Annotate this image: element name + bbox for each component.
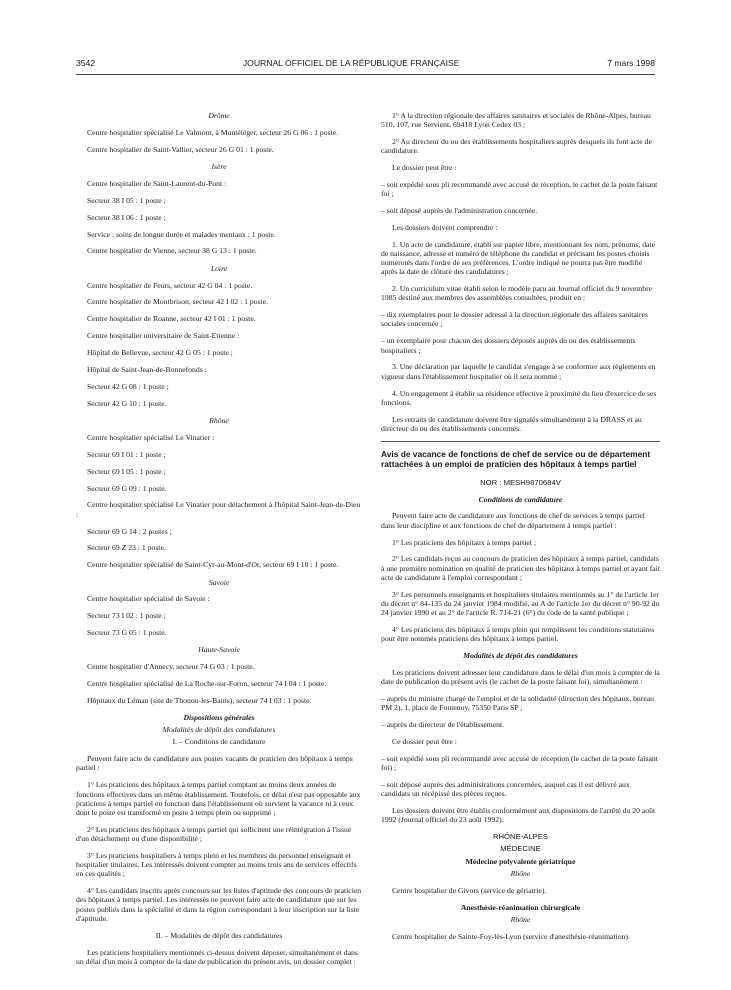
paragraph: Hôpitaux du Léman (site de Thonon-les-Bains), secteur 74 I 03 : 1 poste. bbox=[87, 696, 312, 706]
paragraph: Ce dossier peut être : bbox=[392, 737, 457, 747]
paragraph: Centre hospitalier de Roanne, secteur 42 I 01 : 1 poste. bbox=[87, 314, 256, 324]
paragraph: Secteur 69 I 05 : 1 poste ; bbox=[87, 466, 166, 476]
paragraph: 1° Les praticiens des hôpitaux à temps partiel ; bbox=[392, 537, 536, 547]
paragraph: 1° Les praticiens des hôpitaux à temps partiel comptant au moins deux années de fonctions effectives dans un même établissement. Toutefois, ce délai n'est pas opposable aux praticiens à temps partiel en fonction dans l'établissement où survient la vacance ni à ceux dont le poste est transformé en poste à temps plein ou supprimé ; bbox=[76, 780, 361, 817]
paragraph: Centre hospitalier universitaire de Saint-Etienne : bbox=[87, 331, 240, 341]
paragraph: – un exemplaire pour chacun des dossiers déposés auprès du ou des établissements hospitaliers ; bbox=[381, 336, 636, 355]
paragraph: Avis de vacance de fonctions de chef de service ou de département rattachées à un emploi de praticien des hôpitaux à temps partiel bbox=[381, 449, 651, 469]
paragraph: Rhône bbox=[510, 868, 531, 878]
paragraph: Modalités de dépôt des candidatures bbox=[463, 651, 578, 661]
paragraph: 2. Un curriculum vitae établi selon le modèle paru au Journal officiel du 9 novembre 1985 destiné aux membres des assemblées consultées, produit en : bbox=[381, 284, 653, 303]
paragraph: Hôpital de Saint-Jean-de-Bonnefonds : bbox=[87, 364, 207, 374]
paragraph: Savoie bbox=[208, 577, 230, 587]
paragraph: 2° Les candidats reçus au concours de praticien des hôpitaux à temps partiel, candidats à une première nomination en qualité de praticien des hôpitaux à temps partiel et ayant fait acte de candidature à l'emploi correspondant ; bbox=[381, 554, 660, 582]
paragraph: Centre hospitalier de Feurs, secteur 42 G 04 : 1 poste. bbox=[87, 280, 253, 290]
paragraph: 2° Au directeur du ou des établissements hospitaliers auprès desquels ils font acte de candidature. bbox=[381, 136, 652, 155]
paragraph: Secteur 38 I 06 : 1 poste ; bbox=[87, 212, 166, 222]
paragraph: Centre hospitalier spécialisé Le Valmont, à Montéléger, secteur 26 G 06 : 1 poste. bbox=[87, 127, 339, 137]
paragraph: Les dossiers doivent comprendre : bbox=[392, 222, 498, 232]
paragraph: Haute-Savoie bbox=[198, 645, 240, 655]
paragraph: Centre hospitalier d'Annecy, secteur 74 G 03 : 1 poste. bbox=[87, 662, 255, 672]
paragraph: Rhône bbox=[510, 914, 531, 924]
paragraph: Peuvent faire acte de candidature aux postes vacants de praticien des hôpitaux à temps partiel : bbox=[76, 754, 353, 773]
publication-date: 7 mars 1998 bbox=[607, 58, 655, 68]
paragraph: 4. Un engagement à établir sa résidence effective à proximité du lieu d'exercice de ses fonctions. bbox=[381, 388, 657, 407]
paragraph: Secteur 69 Z 23 : 1 poste. bbox=[87, 543, 166, 553]
paragraph: Hôpital de Bellevue, secteur 42 G 05 : 1 poste ; bbox=[87, 348, 233, 358]
paragraph: Secteur 73 I 02 : 1 poste ; bbox=[87, 611, 166, 621]
paragraph: 3° Les praticiens hospitaliers à temps plein et les membres du personnel enseignant et hospitalier titulaires. Les intéressés doivent compter au moins trois ans de services effectifs en ces qualités ; bbox=[76, 850, 357, 879]
paragraph: Centre hospitalier de Sainte-Foy-lès-Lyon (service d'anesthésie-réanimation). bbox=[392, 931, 630, 941]
paragraph: Rhône bbox=[209, 415, 229, 425]
paragraph: 2° Les praticiens des hôpitaux à temps partiel qui sollicitent une réintégration à l'issue d'un détachement ou d'une disponibilité ; bbox=[76, 824, 352, 844]
paragraph: Les retraits de candidature doivent être signalés simultanément à la DRASS et au directeur du ou des établissements concernés. bbox=[381, 414, 642, 433]
paragraph: Conditions de candidature bbox=[478, 494, 563, 504]
paragraph: Secteur 42 G 08 : 1 poste ; bbox=[87, 381, 169, 391]
paragraph: MÉDECINE bbox=[500, 844, 541, 854]
right-column bbox=[381, 103, 660, 949]
paragraph: Les praticiens hospitaliers mentionnés ci-dessus doivent déposer, simultanément et dans un délai d'un mois à compter de la date de publication du présent avis, un dossier complet : bbox=[76, 947, 358, 966]
paragraph: Secteur 69 I 01 : 1 poste ; bbox=[87, 449, 166, 459]
page-header bbox=[76, 58, 655, 75]
paragraph: NOR : MESH9870684V bbox=[480, 477, 561, 487]
paragraph: Loire bbox=[210, 263, 228, 273]
paragraph: Secteur 42 G 10 : 1 poste. bbox=[87, 398, 167, 408]
paragraph: – soit expédié sous pli recommandé avec accusé de réception (le cachet de la poste faisant foi) ; bbox=[381, 753, 658, 773]
paragraph: Isère bbox=[211, 161, 227, 171]
paragraph: Secteur 38 I 05 : 1 poste ; bbox=[87, 195, 166, 205]
paragraph: Peuvent faire acte de candidature aux fonctions de chef de services à temps partiel dans leur discipline et aux fonctions de chef de département à temps partiel : bbox=[381, 511, 645, 530]
paragraph: Les praticiens doivent adresser leur candidature dans le délai d'un mois à compter de la date de publication du présent avis (le cachet de la poste faisant foi), simultanément : bbox=[381, 668, 660, 687]
paragraph: Centre hospitalier spécialisé de La Roche-sur-Foron, secteur 74 I 04 : 1 poste. bbox=[87, 679, 327, 689]
paragraph: Secteur 73 G 05 : 1 poste. bbox=[87, 628, 167, 638]
paragraph: – auprès du directeur de l'établissement. bbox=[381, 720, 505, 730]
paragraph: Centre hospitalier spécialisé Le Vinatier : bbox=[87, 432, 215, 442]
paragraph: Anesthésie-réanimation chirurgicale bbox=[460, 902, 581, 912]
paragraph: 4° Les candidats inscrits après concours sur les listes d'aptitude des concours de praticien des hôpitaux à temps partiel. Les intéressés ne peuvent faire acte de candidature que sur les postes publiés dans la spécialité et dans la région correspondant à leur inscription sur la liste d'aptitude. bbox=[76, 886, 362, 923]
paragraph: – auprès du ministre chargé de l'emploi et de la solidarité (direction des hôpitaux, bureau PM 2), 1, place de Fontenoy, 75350 Paris SP ; bbox=[381, 694, 654, 713]
paragraph: Service : soins de longue durée et malades mentaux : 1 poste. bbox=[87, 229, 276, 239]
paragraph: – soit déposé auprès des administrations concernées, auquel cas il est délivré aux candidats un récépissé des pièces reçues. bbox=[381, 780, 630, 799]
paragraph: Modalités de dépôt des candidatures bbox=[162, 725, 276, 735]
paragraph: II. – Modalités de dépôt des candidatures bbox=[155, 930, 283, 940]
paragraph: Centre hospitalier de Vienne, secteur 38 G 13 : 1 poste. bbox=[87, 246, 257, 256]
paragraph: Centre hospitalier de Givors (service de gériatrie). bbox=[392, 885, 547, 895]
paragraph: – dix exemplaires pour le dossier adressé à la direction régionale des affaires sanitaires sociales concernée ; bbox=[381, 310, 648, 329]
section-divider bbox=[381, 441, 660, 442]
paragraph: Centre hospitalier de Saint-Laurent-du-Pont : bbox=[87, 178, 227, 188]
paragraph: Dispositions générales bbox=[183, 712, 255, 722]
paragraph: 1. Un acte de candidature, établi sur papier libre, mentionnant les nom, prénoms, date de naissance, adresse et numéro de téléphone du candidat et précisant les postes choisis numérotés dans l'ordre de ses préférences. L'ordre indiqué ne pourra pas être modifié après la date de clôture des candidatures ; bbox=[381, 239, 655, 277]
left-column bbox=[76, 103, 362, 974]
paragraph: 1° A la direction régionale des affaires sanitaires et sociales de Rhône-Alpes, bureau 510, 107, rue Servient, 69418 Lyon Cedex 03 ; bbox=[381, 110, 651, 129]
paragraph: 3° Les personnels enseignants et hospitaliers titulaires mentionnés au 1° de l'article 1er du décret n° 84-135 du 24 janvier 1984 modifié, au A de l'article 1er du décret n° 90-92 du 24 janvier 1990 et au 2° de l'article R. 714-21 (6°) du code de la santé publique ; bbox=[381, 589, 660, 618]
paragraph: I. – Conditions de candidature bbox=[172, 737, 266, 747]
paragraph: – soit déposé auprès de l'administration concernée. bbox=[381, 205, 538, 215]
paragraph: Centre hospitalier spécialisé Le Vinatier pour détachement à l'hôpital Saint-Jean-de-Dieu : bbox=[76, 500, 361, 519]
paragraph: Le dossier peut être : bbox=[392, 162, 457, 172]
paragraph: Médecine polyvalente gériatrique bbox=[465, 856, 576, 866]
paragraph: 3. Une déclaration par laquelle le candidat s'engage à se conformer aux règlements en vigueur dans l'établissement hospitalier où il sera nommé ; bbox=[381, 362, 656, 381]
paragraph: Centre hospitalier spécialisé de Savoie : bbox=[87, 594, 210, 604]
paragraph: Secteur 69 G 09 : 1 poste. bbox=[87, 483, 167, 493]
paragraph: Centre hospitalier spécialisé de Saint-Cyr-au-Mont-d'Or, secteur 69 I 10 : 1 poste. bbox=[87, 560, 339, 570]
page-number: 3542 bbox=[76, 58, 96, 68]
paragraph: Les dossiers doivent être établis conformément aux dispositions de l'arrêté du 20 août 1992 (Journal officiel du 23 août 1992). bbox=[381, 806, 656, 825]
paragraph: Centre hospitalier de Saint-Vallier, secteur 26 G 01 : 1 poste. bbox=[87, 144, 274, 154]
paragraph: Drôme bbox=[208, 111, 230, 120]
paragraph: Centre hospitalier de Montbrison, secteur 42 I 02 : 1 poste. bbox=[87, 297, 269, 307]
paragraph: RHÔNE-ALPES bbox=[492, 832, 549, 842]
paragraph: Secteur 69 G 14 : 2 postes ; bbox=[87, 526, 172, 536]
paragraph: 4° Les praticiens des hôpitaux à temps plein qui remplissent les conditions statutaires pour être nommés praticiens des hôpitaux à temps partiel. bbox=[381, 625, 655, 644]
journal-title: JOURNAL OFFICIEL DE LA RÉPUBLIQUE FRANÇAISE bbox=[242, 58, 460, 68]
paragraph: – soit expédié sous pli recommandé avec accusé de réception, le cachet de la poste faisant foi ; bbox=[381, 179, 658, 198]
